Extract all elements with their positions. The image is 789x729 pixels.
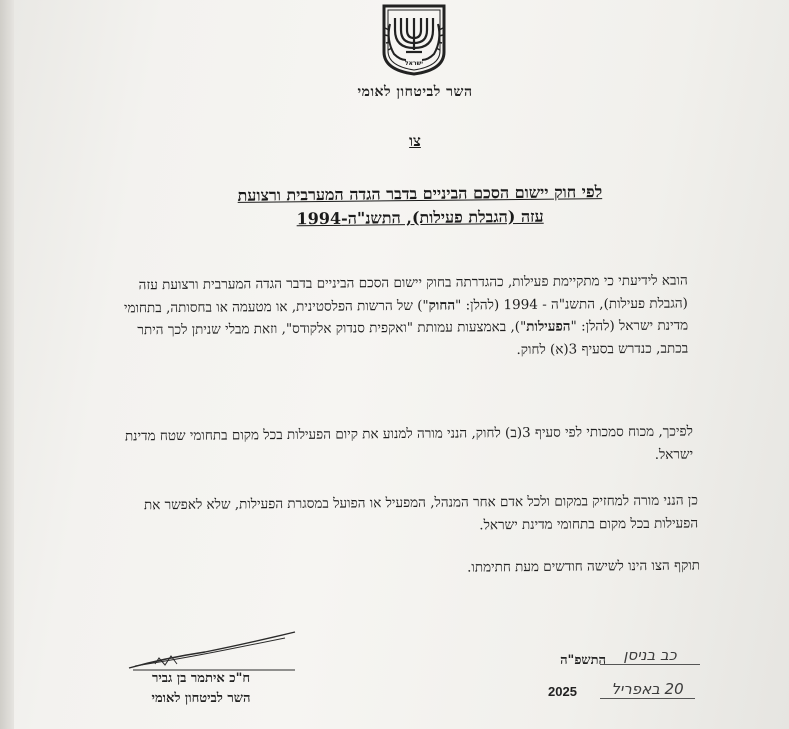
hebrew-year: התשפ"ה: [560, 653, 606, 668]
gregorian-year: 2025: [548, 684, 577, 699]
handwritten-signature: [125, 628, 300, 672]
title-line-1: לפי חוק יישום הסכם הביניים בדבר הגדה המערבית ורצועת: [237, 182, 603, 205]
hebrew-date-handwritten: כב בניסן: [600, 646, 700, 665]
signer-title: השר לביטחון לאומי: [151, 691, 251, 706]
paragraph-findings: [118, 270, 689, 365]
title-line-2: עזה (הגבלת פעילות), התשנ"ה-1994: [296, 206, 544, 229]
ministry-header: השר לביטחון לאומי: [357, 84, 473, 100]
signer-name: ח"כ איתמר בן גביר: [151, 671, 251, 686]
page-edge-shadow: [0, 0, 14, 729]
paragraph-validity: תוקף הצו הינו לשישה חודשים מעת חתימתו.: [467, 557, 701, 576]
state-emblem-icon: [376, 4, 452, 76]
document-title: [160, 179, 680, 232]
gregorian-date-handwritten: 20 באפריל: [600, 680, 695, 699]
p1-part-c: ") של הרשות הפלסטינית, או מטעמה או בחסותה, בתחומי מדינת ישראל (להלן: ": [123, 297, 689, 335]
paragraph-order: לפיכך, מכוח סמכותי לפי סעיף 3(ב) לחוק, הנני מורה למנוע את קיום הפעילות בכל מקום בתחומי שטח מדינת ישראל.: [124, 423, 694, 463]
order-heading: צו: [409, 132, 421, 150]
p1-part-e: "), באמצעות עמותת "ואקפית סנדוק אלקודס", וזאת מבלי שניתן לכך היתר בכתב, כנדרש בסעיף 3(א) לחוק.: [137, 318, 689, 358]
p1-part-a: הובא לידיעתי כי מתקיימת פעילות, כהגדרתה בחוק יישום הסכם הביניים בדבר הגדה המערבית ורצועת עזה (הגבלת פעילות), התשנ"ה - 1994 (להלן: ": [138, 272, 688, 314]
p1-defined-law: החוק: [428, 297, 456, 314]
emblem-label: ישראל: [405, 60, 423, 67]
p1-defined-activity: הפעילות: [526, 318, 571, 335]
paragraph-instruction: כן הנני מורה למחזיק במקום ולכל אדם אחר המנהל, המפעיל או הפועל במסגרת הפעילות, שלא לאפשר את הפעילות בכל מקום בתחומי מדינת ישראל.: [143, 492, 699, 533]
